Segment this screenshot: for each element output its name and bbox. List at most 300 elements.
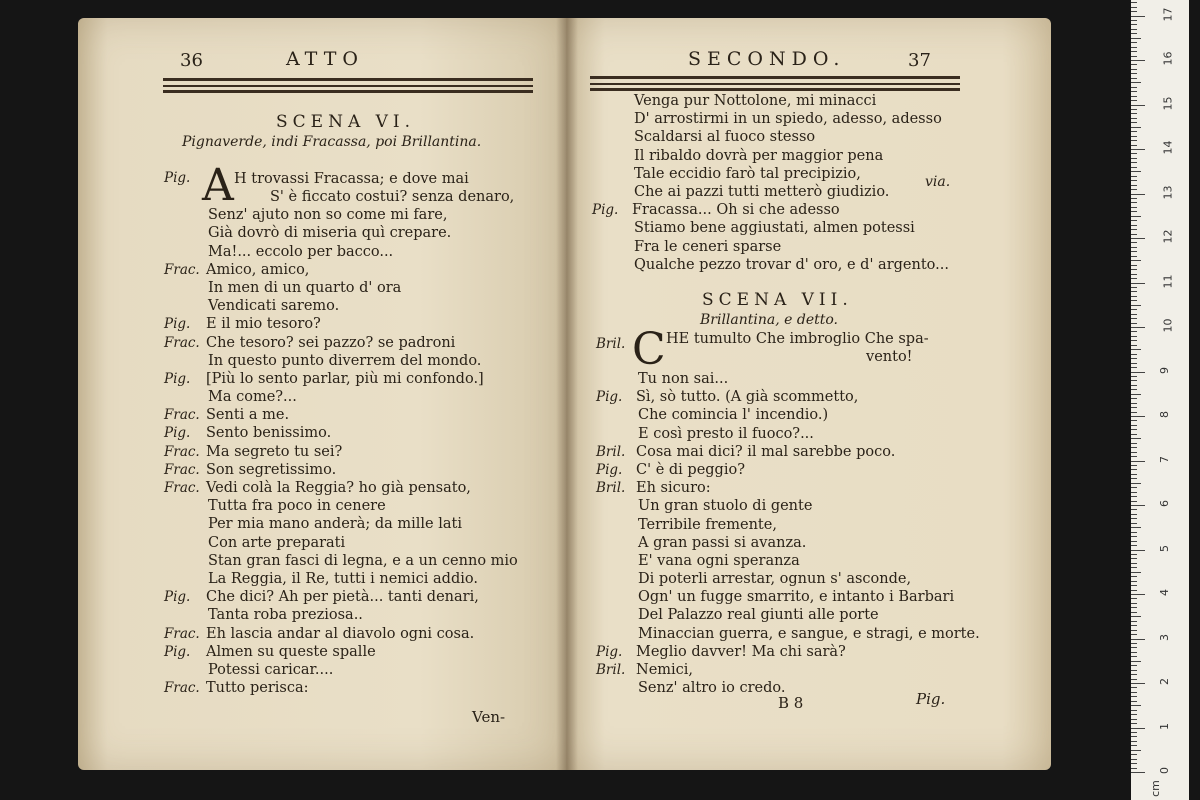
ruler-tick: [1131, 701, 1137, 702]
ruler-tick: [1131, 305, 1141, 306]
ruler-label: 15: [1161, 96, 1175, 110]
ruler-tick: [1131, 131, 1137, 132]
ruler-tick: [1131, 176, 1137, 177]
ruler-tick: [1131, 656, 1137, 657]
verse-text: [Più lo sento parlar, più mi confondo.]: [206, 370, 484, 387]
ruler-tick: [1131, 7, 1137, 8]
ruler-tick: [1131, 167, 1137, 168]
ruler-tick: [1131, 461, 1145, 462]
first-line: H trovassi Fracassa; e dove mai: [234, 171, 469, 187]
ruler-tick: [1131, 634, 1137, 635]
verse-text: Senz' altro io credo.: [638, 680, 786, 697]
ruler-tick: [1131, 603, 1137, 604]
verse-block: [164, 188, 554, 697]
verse-text: Venga pur Nottolone, mi minacci: [634, 93, 877, 109]
ruler-tick: [1131, 389, 1137, 390]
speaker-label: Pig.: [164, 643, 191, 660]
drop-cap: A: [202, 160, 234, 211]
ruler-tick: [1131, 509, 1137, 510]
ruler-tick: [1131, 376, 1137, 377]
verse-line: [164, 661, 554, 679]
ruler-tick: [1131, 647, 1137, 648]
verse-line: [164, 188, 554, 206]
ruler-tick: [1131, 314, 1137, 315]
speaker-label: Bril.: [596, 662, 626, 678]
left-page: [78, 18, 566, 770]
ruler-tick: [1131, 768, 1137, 769]
ruler-tick: [1131, 82, 1141, 83]
ruler-label: 8: [1158, 411, 1171, 418]
ruler-tick: [1131, 211, 1137, 212]
ruler-tick: [1131, 153, 1137, 154]
verse-text: S' è ficcato costui? senza denaro,: [270, 189, 515, 205]
verse-line: [596, 570, 1016, 588]
ruler-tick: [1131, 576, 1137, 577]
ruler-tick: [1131, 674, 1137, 675]
verse-line: [596, 461, 1016, 479]
verse-text: Eh lascia andar al diavolo ogni cosa.: [206, 625, 475, 642]
verse-line: [164, 243, 554, 261]
ruler-tick: [1131, 545, 1137, 546]
verse-text: Che ai pazzi tutti metterò giudizio.: [634, 183, 890, 200]
ruler-label: 5: [1158, 544, 1171, 552]
first-line-continuation: vento!: [866, 349, 913, 365]
verse-text: Nemici,: [636, 662, 694, 678]
verse-line: [164, 625, 554, 643]
ruler-tick: [1131, 670, 1137, 671]
verse-text: Cosa mai dici? il mal sarebbe poco.: [636, 443, 896, 460]
ruler-tick: [1131, 180, 1137, 181]
speaker-label: Pig.: [164, 425, 191, 442]
ruler-tick: [1131, 465, 1137, 466]
verse-line: [164, 297, 554, 315]
ruler-tick: [1131, 100, 1137, 101]
ruler-unit: cm: [1148, 780, 1162, 797]
ruler-tick: [1131, 598, 1137, 599]
ruler-tick: [1131, 220, 1137, 221]
verse-text: Ma segreto tu sei?: [206, 443, 343, 460]
verse-text: Potessi caricar....: [208, 661, 334, 678]
ruler-label: 14: [1161, 140, 1175, 155]
ruler-tick: [1131, 60, 1145, 61]
verse-text: Di poterli arrestar, ognun s' asconde,: [638, 571, 912, 588]
verse-line: [164, 534, 554, 552]
verse-line: [164, 643, 554, 661]
ruler-tick: [1131, 567, 1137, 568]
verse-text: Stan gran fasci di legna, e a un cenno mio: [208, 552, 518, 569]
ruler-tick: [1131, 136, 1137, 137]
verse-line: [164, 315, 554, 333]
ruler-tick: [1131, 109, 1137, 110]
verse-text: Eh sicuro:: [636, 480, 711, 497]
ruler-tick: [1131, 24, 1137, 25]
ruler-tick: [1131, 705, 1141, 706]
verse-line: [596, 370, 1016, 388]
verse-line: [592, 238, 1012, 256]
ruler-tick: [1131, 194, 1145, 195]
ruler-tick: [1131, 149, 1145, 150]
ruler-tick: [1131, 51, 1137, 52]
ruler-tick: [1131, 585, 1137, 586]
speaker-label: Frac.: [164, 261, 200, 278]
measuring-ruler: [1131, 0, 1189, 800]
verse-text: In men di un quarto d' ora: [208, 279, 402, 296]
verse-line: [164, 424, 554, 442]
ruler-tick: [1131, 96, 1137, 97]
ruler-tick: [1131, 643, 1137, 644]
ruler-tick: [1131, 287, 1137, 288]
ruler-tick: [1131, 113, 1137, 114]
ruler-tick: [1131, 16, 1145, 17]
verse-line: [164, 261, 554, 279]
ruler-tick: [1131, 590, 1137, 591]
ruler-tick: [1131, 438, 1141, 439]
verse-line: [592, 256, 1012, 274]
verse-text: Ma!... eccolo per bacco...: [208, 243, 394, 260]
ruler-tick: [1131, 291, 1137, 292]
ruler-tick: [1131, 91, 1137, 92]
ruler-tick: [1131, 581, 1137, 582]
head-rule: [163, 90, 533, 93]
verse-text: Son segretissimo.: [206, 461, 337, 478]
verse-line: [164, 206, 554, 224]
book-gutter: [556, 18, 578, 770]
verse-line: [596, 497, 1016, 515]
ruler-tick: [1131, 763, 1137, 764]
ruler-tick: [1131, 447, 1137, 448]
verse-text: Già dovrò di miseria quì crepare.: [208, 225, 452, 242]
verse-text: A gran passi si avanza.: [638, 534, 807, 551]
verse-text: In questo punto diverrem del mondo.: [208, 352, 482, 369]
verse-line: [596, 552, 1016, 570]
ruler-label: 12: [1161, 229, 1175, 244]
ruler-tick: [1131, 532, 1137, 533]
page-number: 37: [908, 50, 931, 71]
ruler-tick: [1131, 772, 1145, 773]
ruler-tick: [1131, 309, 1137, 310]
ruler-tick: [1131, 612, 1137, 613]
ruler-tick: [1131, 234, 1137, 235]
verse-text: La Reggia, il Re, tutti i nemici addio.: [208, 570, 478, 587]
verse-text: Per mia mano anderà; da mille lati: [208, 516, 462, 533]
verse-line: [596, 406, 1016, 424]
ruler-tick: [1131, 728, 1145, 729]
ruler-tick: [1131, 492, 1137, 493]
ruler-tick: [1131, 225, 1137, 226]
ruler-tick: [1131, 630, 1137, 631]
ruler-tick: [1131, 323, 1137, 324]
ruler-tick: [1131, 550, 1145, 551]
verse-line: [164, 352, 554, 370]
verse-text: E' vana ogni speranza: [638, 552, 800, 569]
verse-text: Tale eccidio farò tal precipizio,: [634, 165, 861, 182]
ruler-tick: [1131, 358, 1137, 359]
ruler-tick: [1131, 607, 1137, 608]
ruler-tick: [1131, 665, 1137, 666]
ruler-tick: [1131, 683, 1145, 684]
verse-text: Ma come?...: [208, 389, 297, 406]
speaker-label: Pig.: [164, 170, 191, 186]
ruler-tick: [1131, 385, 1137, 386]
ruler-tick: [1131, 269, 1137, 270]
ruler-label: 17: [1161, 7, 1175, 21]
ruler-tick: [1131, 300, 1137, 301]
ruler-tick: [1131, 719, 1137, 720]
speaker-label: Pig.: [596, 643, 623, 660]
verse-text: Sento benissimo.: [206, 425, 332, 442]
ruler-tick: [1131, 73, 1137, 74]
speaker-label: Pig.: [164, 316, 191, 333]
speaker-label: Frac.: [164, 443, 200, 460]
drop-cap: C: [632, 324, 666, 375]
first-line: HE tumulto Che imbroglio Che spa-: [666, 331, 929, 347]
ruler-tick: [1131, 469, 1137, 470]
verse-text: Meglio davver! Ma chi sarà?: [636, 643, 846, 660]
verse-text: Stiamo bene aggiustati, almen potessi: [634, 220, 915, 237]
ruler-tick: [1131, 296, 1137, 297]
ruler-tick: [1131, 425, 1137, 426]
ruler-tick: [1131, 56, 1137, 57]
speaker-label: Frac.: [164, 334, 200, 351]
ruler-tick: [1131, 327, 1145, 328]
ruler-tick: [1131, 33, 1137, 34]
ruler-tick: [1131, 363, 1137, 364]
ruler-tick: [1131, 639, 1145, 640]
scene-title: SCENA VII.: [702, 290, 853, 310]
verse-text: C' è di peggio?: [636, 461, 745, 478]
ruler-tick: [1131, 216, 1141, 217]
verse-text: Scaldarsi al fuoco stesso: [634, 129, 816, 146]
speaker-label: Pig.: [164, 589, 191, 606]
ruler-label: 11: [1161, 274, 1175, 288]
ruler-label: 0: [1158, 767, 1171, 774]
verse-line: [164, 606, 554, 624]
ruler-tick: [1131, 354, 1137, 355]
verse-text: Che dici? Ah per pietà... tanti denari,: [206, 589, 479, 606]
ruler-tick: [1131, 189, 1137, 190]
verse-text: E così presto il fuoco?...: [638, 425, 814, 442]
verse-line: [164, 552, 554, 570]
speaker-label: Bril.: [596, 336, 626, 352]
ruler-tick: [1131, 745, 1137, 746]
verse-line: [164, 515, 554, 533]
ruler-label: 2: [1158, 678, 1171, 685]
ruler-tick: [1131, 536, 1137, 537]
ruler-tick: [1131, 278, 1137, 279]
ruler-tick: [1131, 554, 1137, 555]
ruler-tick: [1131, 652, 1137, 653]
verse-text: E il mio tesoro?: [206, 316, 321, 333]
ruler-tick: [1131, 487, 1137, 488]
verse-text: Fra le ceneri sparse: [634, 238, 782, 255]
verse-line: [596, 534, 1016, 552]
verse-line: [164, 570, 554, 588]
verse-text: Un gran stuolo di gente: [638, 498, 813, 515]
ruler-tick: [1131, 416, 1145, 417]
speaker-label: Frac.: [164, 407, 200, 424]
ruler-tick: [1131, 127, 1141, 128]
head-rule: [590, 76, 960, 79]
ruler-tick: [1131, 202, 1137, 203]
ruler-tick: [1131, 759, 1137, 760]
scene-characters: Pignaverde, indi Fracassa, poi Brillantina.: [182, 134, 482, 150]
ruler-tick: [1131, 394, 1141, 395]
ruler-label: 6: [1158, 500, 1171, 507]
ruler-tick: [1131, 158, 1137, 159]
ruler-tick: [1131, 501, 1137, 502]
running-head: ATTO: [286, 48, 364, 70]
verse-line: [164, 224, 554, 242]
ruler-tick: [1131, 679, 1137, 680]
ruler-tick: [1131, 64, 1137, 65]
right-page: [566, 18, 1051, 770]
ruler-tick: [1131, 736, 1137, 737]
verse-text: Fracassa... Oh si che adesso: [632, 202, 840, 219]
verse-line: [596, 643, 1016, 661]
ruler-tick: [1131, 741, 1137, 742]
ruler-tick: [1131, 340, 1137, 341]
verse-text: Almen su queste spalle: [206, 643, 376, 660]
verse-line: [592, 128, 1012, 146]
verse-line: [592, 110, 1012, 128]
verse-text: Vedi colà la Reggia? ho già pensato,: [206, 480, 471, 496]
ruler-tick: [1131, 523, 1137, 524]
scene-title: SCENA VI.: [276, 112, 416, 132]
verse-line: [596, 443, 1016, 461]
verse-line: [596, 588, 1016, 606]
speaker-label: Frac.: [164, 480, 200, 496]
verse-line: [596, 425, 1016, 443]
ruler-tick: [1131, 367, 1137, 368]
ruler-tick: [1131, 474, 1137, 475]
speaker-label: Frac.: [164, 680, 200, 697]
verse-line: [164, 370, 554, 388]
catchword: Pig.: [916, 690, 946, 708]
verse-text: Terribile fremente,: [638, 516, 777, 533]
stage-direction: via.: [925, 174, 951, 190]
speaker-label: Pig.: [164, 370, 191, 387]
ruler-label: 7: [1158, 455, 1171, 463]
verse-line: [164, 497, 554, 515]
verse-text: Minaccian guerra, e sangue, e stragi, e morte.: [638, 625, 980, 642]
speaker-label: Pig.: [596, 461, 623, 478]
ruler-tick: [1131, 349, 1141, 350]
ruler-tick: [1131, 621, 1137, 622]
ruler-tick: [1131, 420, 1137, 421]
speaker-label: Bril.: [596, 443, 626, 460]
ruler-tick: [1131, 710, 1137, 711]
verse-text: Che comincia l' incendio.): [638, 407, 829, 424]
verse-text: Amico, amico,: [206, 261, 310, 278]
ruler-tick: [1131, 754, 1137, 755]
head-rule: [163, 78, 533, 81]
verse-text: Tutta fra poco in cenere: [208, 498, 386, 515]
verse-text: Il ribaldo dovrà per maggior pena: [634, 147, 884, 164]
ruler-tick: [1131, 625, 1137, 626]
ruler-label: 9: [1158, 366, 1171, 374]
ruler-tick: [1131, 483, 1141, 484]
verse-text: Tanta roba preziosa..: [208, 607, 363, 624]
verse-line: [592, 92, 1012, 110]
ruler-tick: [1131, 20, 1137, 21]
ruler-tick: [1131, 105, 1145, 106]
ruler-tick: [1131, 251, 1137, 252]
verse-line: [596, 679, 1016, 697]
ruler-tick: [1131, 407, 1137, 408]
head-rule: [590, 83, 960, 85]
verse-text: D' arrostirmi in un spiedo, adesso, adesso: [634, 111, 942, 128]
ruler-tick: [1131, 238, 1145, 239]
catchword: Ven-: [472, 708, 506, 726]
ruler-tick: [1131, 283, 1145, 284]
verse-line: [596, 625, 1016, 643]
ruler-tick: [1131, 162, 1137, 163]
ruler-tick: [1131, 242, 1137, 243]
ruler-tick: [1131, 256, 1137, 257]
ruler-tick: [1131, 265, 1137, 266]
ruler-tick: [1131, 687, 1137, 688]
ruler-label: 13: [1161, 185, 1175, 199]
ruler-tick: [1131, 572, 1141, 573]
ruler-label: 4: [1158, 589, 1171, 596]
ruler-tick: [1131, 527, 1141, 528]
verse-text: Tu non sai...: [638, 371, 729, 387]
verse-text: Che tesoro? sei pazzo? se padroni: [206, 334, 456, 351]
ruler-tick: [1131, 514, 1137, 515]
head-rule: [590, 88, 960, 91]
ruler-tick: [1131, 732, 1137, 733]
verse-text: Qualche pezzo trovar d' oro, e d' argento...: [634, 256, 949, 273]
verse-line: [164, 443, 554, 461]
head-rule: [163, 85, 533, 87]
ruler-tick: [1131, 78, 1137, 79]
ruler-tick: [1131, 403, 1137, 404]
ruler-label: 10: [1161, 318, 1175, 333]
ruler-tick: [1131, 723, 1137, 724]
ruler-tick: [1131, 541, 1137, 542]
ruler-tick: [1131, 496, 1137, 497]
ruler-tick: [1131, 11, 1137, 12]
ruler-tick: [1131, 42, 1137, 43]
verse-line: [164, 406, 554, 424]
verse-line: [596, 606, 1016, 624]
ruler-tick: [1131, 345, 1137, 346]
ruler-tick: [1131, 185, 1137, 186]
verse-line: [164, 588, 554, 606]
ruler-tick: [1131, 692, 1137, 693]
verse-text: Tutto perisca:: [206, 680, 309, 697]
ruler-tick: [1131, 616, 1141, 617]
verse-text: Vendicati saremo.: [208, 298, 340, 315]
speaker-label: Pig.: [592, 202, 619, 219]
speaker-label: Frac.: [164, 625, 200, 642]
verse-text: Del Palazzo real giunti alle porte: [638, 607, 879, 624]
ruler-tick: [1131, 505, 1145, 506]
ruler-tick: [1131, 198, 1137, 199]
page-number: 36: [180, 50, 203, 71]
verse-text: Senti a me.: [206, 407, 290, 424]
verse-text: Sì, sò tutto. (A già scommetto,: [636, 389, 859, 406]
ruler-tick: [1131, 229, 1137, 230]
ruler-tick: [1131, 478, 1137, 479]
ruler-label: 16: [1161, 51, 1175, 66]
ruler-tick: [1131, 145, 1137, 146]
ruler-tick: [1131, 69, 1137, 70]
ruler-tick: [1131, 398, 1137, 399]
ruler-tick: [1131, 563, 1137, 564]
ruler-tick: [1131, 47, 1137, 48]
ruler-tick: [1131, 336, 1137, 337]
